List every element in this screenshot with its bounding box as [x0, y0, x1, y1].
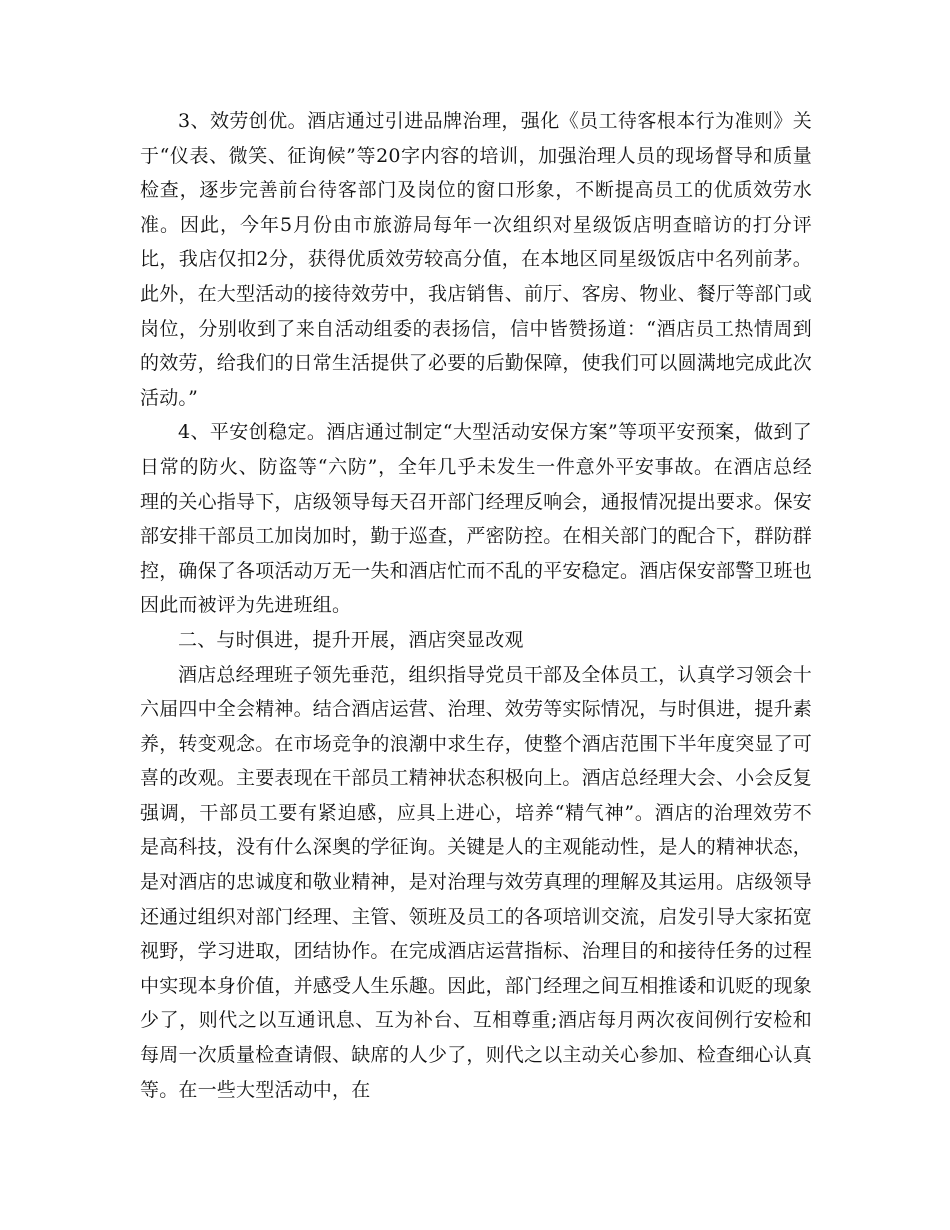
- paragraph-safety-stability: 4、平安创稳定。酒店通过制定“大型活动安保方案”等项平安预案，做到了日常的防火、防盗等“六防”，全年几乎未发生一件意外平安事故。在酒店总经理的关心指导下，店级领导每天召开部门经理反响会，通报情况提出要求。保安部安排干部员工加岗加时，勤于巡查，严密防控。在相关部门的配合下，群防群控，确保了各项活动万无一失和酒店忙而不乱的平安稳定。酒店保安部警卫班也因此而被评为先进班组。: [140, 421, 813, 617]
- section-heading: 二、与时俱进，提升开展，酒店突显改观: [178, 628, 524, 651]
- paragraph-leadership: 酒店总经理班子领先垂范，组织指导党员干部及全体员工，认真学习领会十六届四中全会精神。结合酒店运营、治理、效劳等实际情况，与时俱进，提升素养，转变观念。在市场竞争的浪潮中求生存，使整个酒店范围下半年度突显了可喜的改观。主要表现在干部员工精神状态积极向上。酒店总经理大会、小会反复强调，干部员工要有紧迫感，应具上进心，培养“精气神”。酒店的治理效劳不是高科技，没有什么深奥的学征询。关键是人的主观能动性，是人的精神状态，是对酒店的忠诚度和敬业精神，是对治理与效劳真理的理解及其运用。店级领导还通过组织对部门经理、主管、领班及员工的各项培训交流，启发引导大家拓宽视野，学习进取，团结协作。在完成酒店运营指标、治理目的和接待任务的过程中实现本身价值，并感受人生乐趣。因此，部门经理之间互相推诿和讥贬的现象少了，则代之以互通讯息、互为补台、互相尊重;酒店每月两次夜间例行安检和每周一次质量检查请假、缺席的人少了，则代之以主动关心参加、检查细心认真等。在一些大型活动中，在: [140, 663, 813, 1101]
- document-body: [140, 104, 812, 1107]
- paragraph-service-excellence: 3、效劳创优。酒店通过引进品牌治理，强化《员工待客根本行为准则》关于“仪表、微笑、征询候”等20字内容的培训，加强治理人员的现场督导和质量检查，逐步完善前台待客部门及岗位的窗口形象，不断提高员工的优质效劳水准。因此，今年5月份由市旅游局每年一次组织对星级饭店明查暗访的打分评比，我店仅扣2分，获得优质效劳较高分值，在本地区同星级饭店中名列前茅。此外，在大型活动的接待效劳中，我店销售、前厅、客房、物业、餐厅等部门或岗位，分别收到了来自活动组委的表扬信，信中皆赞扬道：“酒店员工热情周到的效劳，给我们的日常生活提供了必要的后勤保障，使我们可以圆满地完成此次活动。”: [140, 110, 813, 409]
